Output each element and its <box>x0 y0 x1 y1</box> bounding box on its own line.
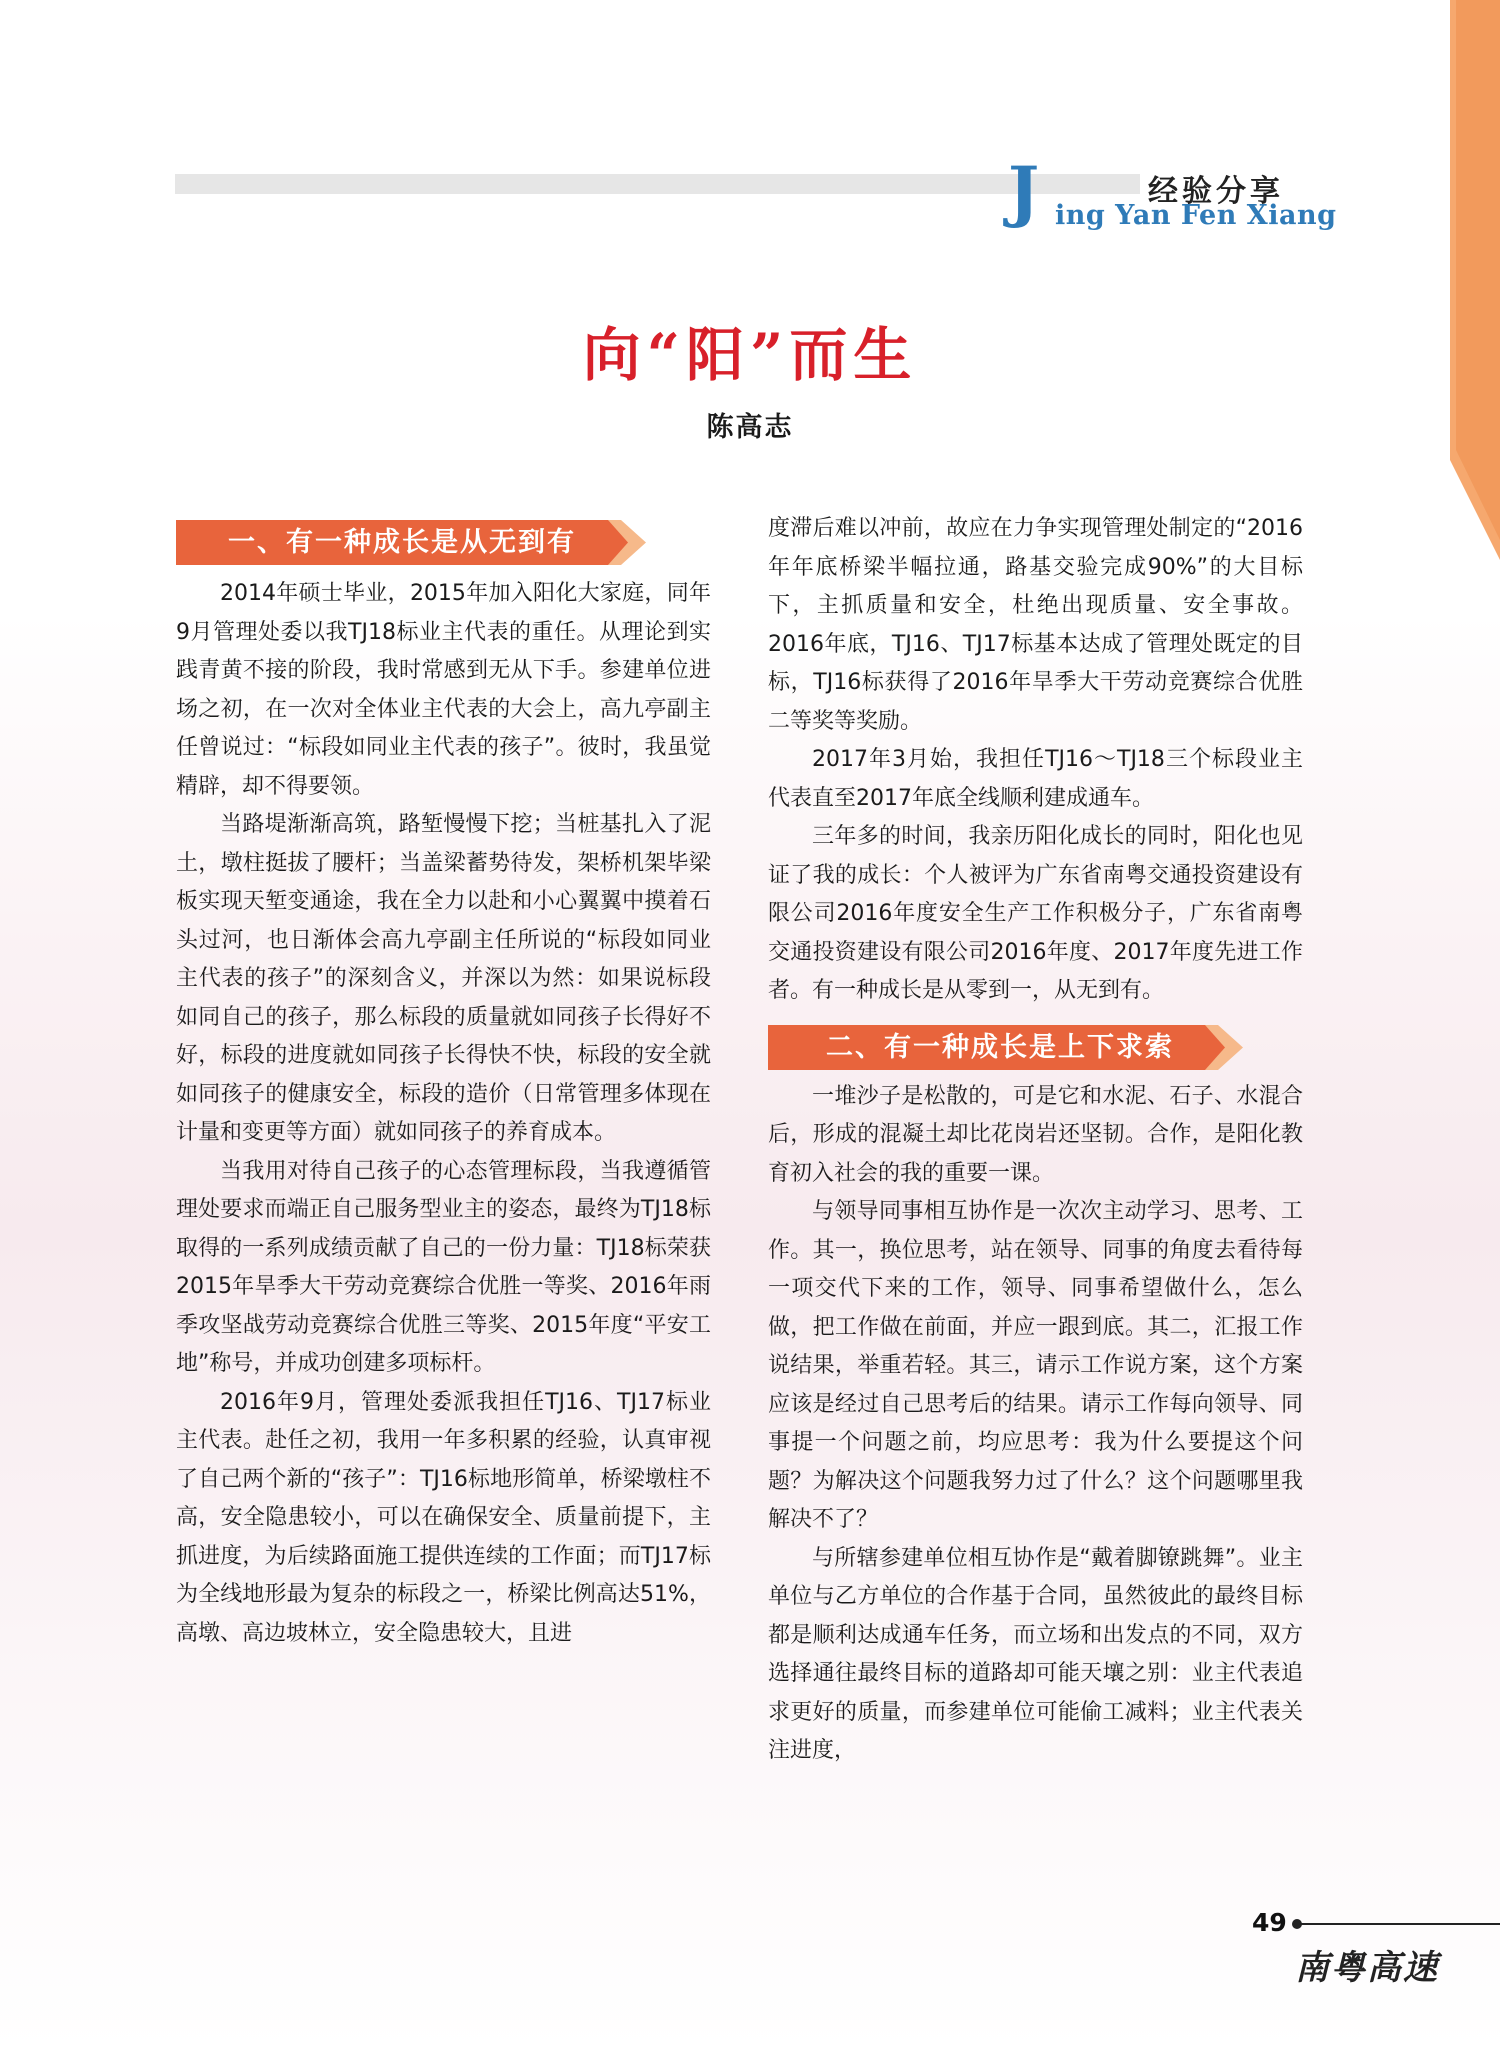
article-title: 向“阳”而生 <box>582 321 918 389</box>
page-number: 49 <box>1252 1908 1287 1937</box>
paragraph: 当我用对待自己孩子的心态管理标段，当我遵循管理处要求而端正自己服务型业主的姿态，最终为TJ18标取得的一系列成绩贡献了自己的一份力量：TJ18标荣获2015年旱季大干劳动竞赛综合优胜一等奖、2016年雨季攻坚战劳动竞赛综合优胜三等奖、2015年度“平安工地”称号，并成功创建多项标杆。 <box>176 1158 711 1376</box>
header-rule <box>175 174 1140 194</box>
section-heading-1 <box>176 520 711 565</box>
publication-logo: 南粤高速 <box>1295 1948 1439 1988</box>
paragraph: 2016年9月，管理处委派我担任TJ16、TJ17标业主代表。赴任之初，我用一年多积累的经验，认真审视了自己两个新的“孩子”：TJ16标地形简单，桥梁墩柱不高，安全隐患较小，可以在确保安全、质量前提下，主抓进度，为后续路面施工提供连续的工作面；而TJ17标为全线地形最为复杂的标段之一，桥梁比例高达51%，高墩、高边坡林立，安全隐患较大，且进 <box>176 1389 711 1646</box>
paragraph: 度滞后难以冲前，故应在力争实现管理处制定的“2016年年底桥梁半幅拉通，路基交验完成90%”的大目标下，主抓质量和安全，杜绝出现质量、安全事故。2016年底，TJ16、TJ17标基本达成了管理处既定的目标，TJ16标获得了2016年旱季大干劳动竞赛综合优胜二等奖等奖励。 <box>768 516 1303 734</box>
section-heading-2-text: 二、有一种成长是上下求索 <box>826 1031 1174 1063</box>
paragraph: 与所辖参建单位相互协作是“戴着脚镣跳舞”。业主单位与乙方单位的合作基于合同，虽然彼此的最终目标都是顺利达成通车任务，而立场和出发点的不同，双方选择通往最终目标的道路却可能天壤之别：业主代表追求更好的质量，而参建单位可能偷工减料；业主代表关注进度， <box>768 1545 1303 1763</box>
paragraph: 2014年硕士毕业，2015年加入阳化大家庭，同年9月管理处委以我TJ18标业主代表的重任。从理论到实践青黄不接的阶段，我时常感到无从下手。参建单位进场之初，在一次对全体业主代表的大会上，高九亭副主任曾说过：“标段如同业主代表的孩子”。彼时，我虽觉精辟，却不得要领。 <box>176 581 711 799</box>
paragraph: 一堆沙子是松散的，可是它和水泥、石子、水混合后，形成的混凝土却比花岗岩还坚韧。合作，是阳化教育初入社会的我的重要一课。 <box>768 1083 1303 1186</box>
section-heading-1-text: 一、有一种成长是从无到有 <box>228 527 576 558</box>
section-title: 经验分享 <box>1148 174 1284 209</box>
page-edge-decoration <box>1450 0 1500 560</box>
paragraph: 与领导同事相互协作是一次次主动学习、思考、工作。其一，换位思考，站在领导、同事的角度去看待每一项交代下来的工作，领导、同事希望做什么，怎么做，把工作做在前面，并应一跟到底。其二，汇报工作说结果，举重若轻。其三，请示工作说方案，这个方案应该是经过自己思考后的结果。请示工作每向领导、同事提一个问题之前，均应思考：我为什么要提这个问题？为解决这个问题我努力过了什么？这个问题哪里我解决不了？ <box>768 1199 1303 1532</box>
section-pinyin: ing Yan Fen Xiang <box>1055 200 1337 231</box>
paragraph: 当路堤渐渐高筑，路堑慢慢下挖；当桩基扎入了泥土，墩柱挺拔了腰杆；当盖梁蓄势待发，架桥机架毕梁板实现天堑变通途，我在全力以赴和小心翼翼中摸着石头过河，也日渐体会高九亭副主任所说的“标段如同业主代表的孩子”的深刻含义，并深以为然：如果说标段如同自己的孩子，那么标段的质量就如同孩子长得好不好，标段的进度就如同孩子长得快不快，标段的安全就如同孩子的健康安全，标段的造价（日常管理多体现在计量和变更等方面）就如同孩子的养育成本。 <box>176 812 711 1145</box>
section-heading-2 <box>768 1025 1303 1070</box>
paragraph: 三年多的时间，我亲历阳化成长的同时，阳化也见证了我的成长：个人被评为广东省南粤交通投资建设有限公司2016年度安全生产工作积极分子，广东省南粤交通投资建设有限公司2016年度、2017年度先进工作者。有一种成长是从零到一，从无到有。 <box>768 824 1303 1003</box>
section-initial-letter: J <box>1008 152 1040 230</box>
article-author: 陈高志 <box>706 412 794 443</box>
right-column <box>768 510 1303 1771</box>
left-column <box>176 520 711 1653</box>
paragraph: 2017年3月始，我担任TJ16～TJ18三个标段业主代表直至2017年底全线顺利建成通车。 <box>768 747 1303 811</box>
footer-rule <box>1296 1923 1500 1925</box>
